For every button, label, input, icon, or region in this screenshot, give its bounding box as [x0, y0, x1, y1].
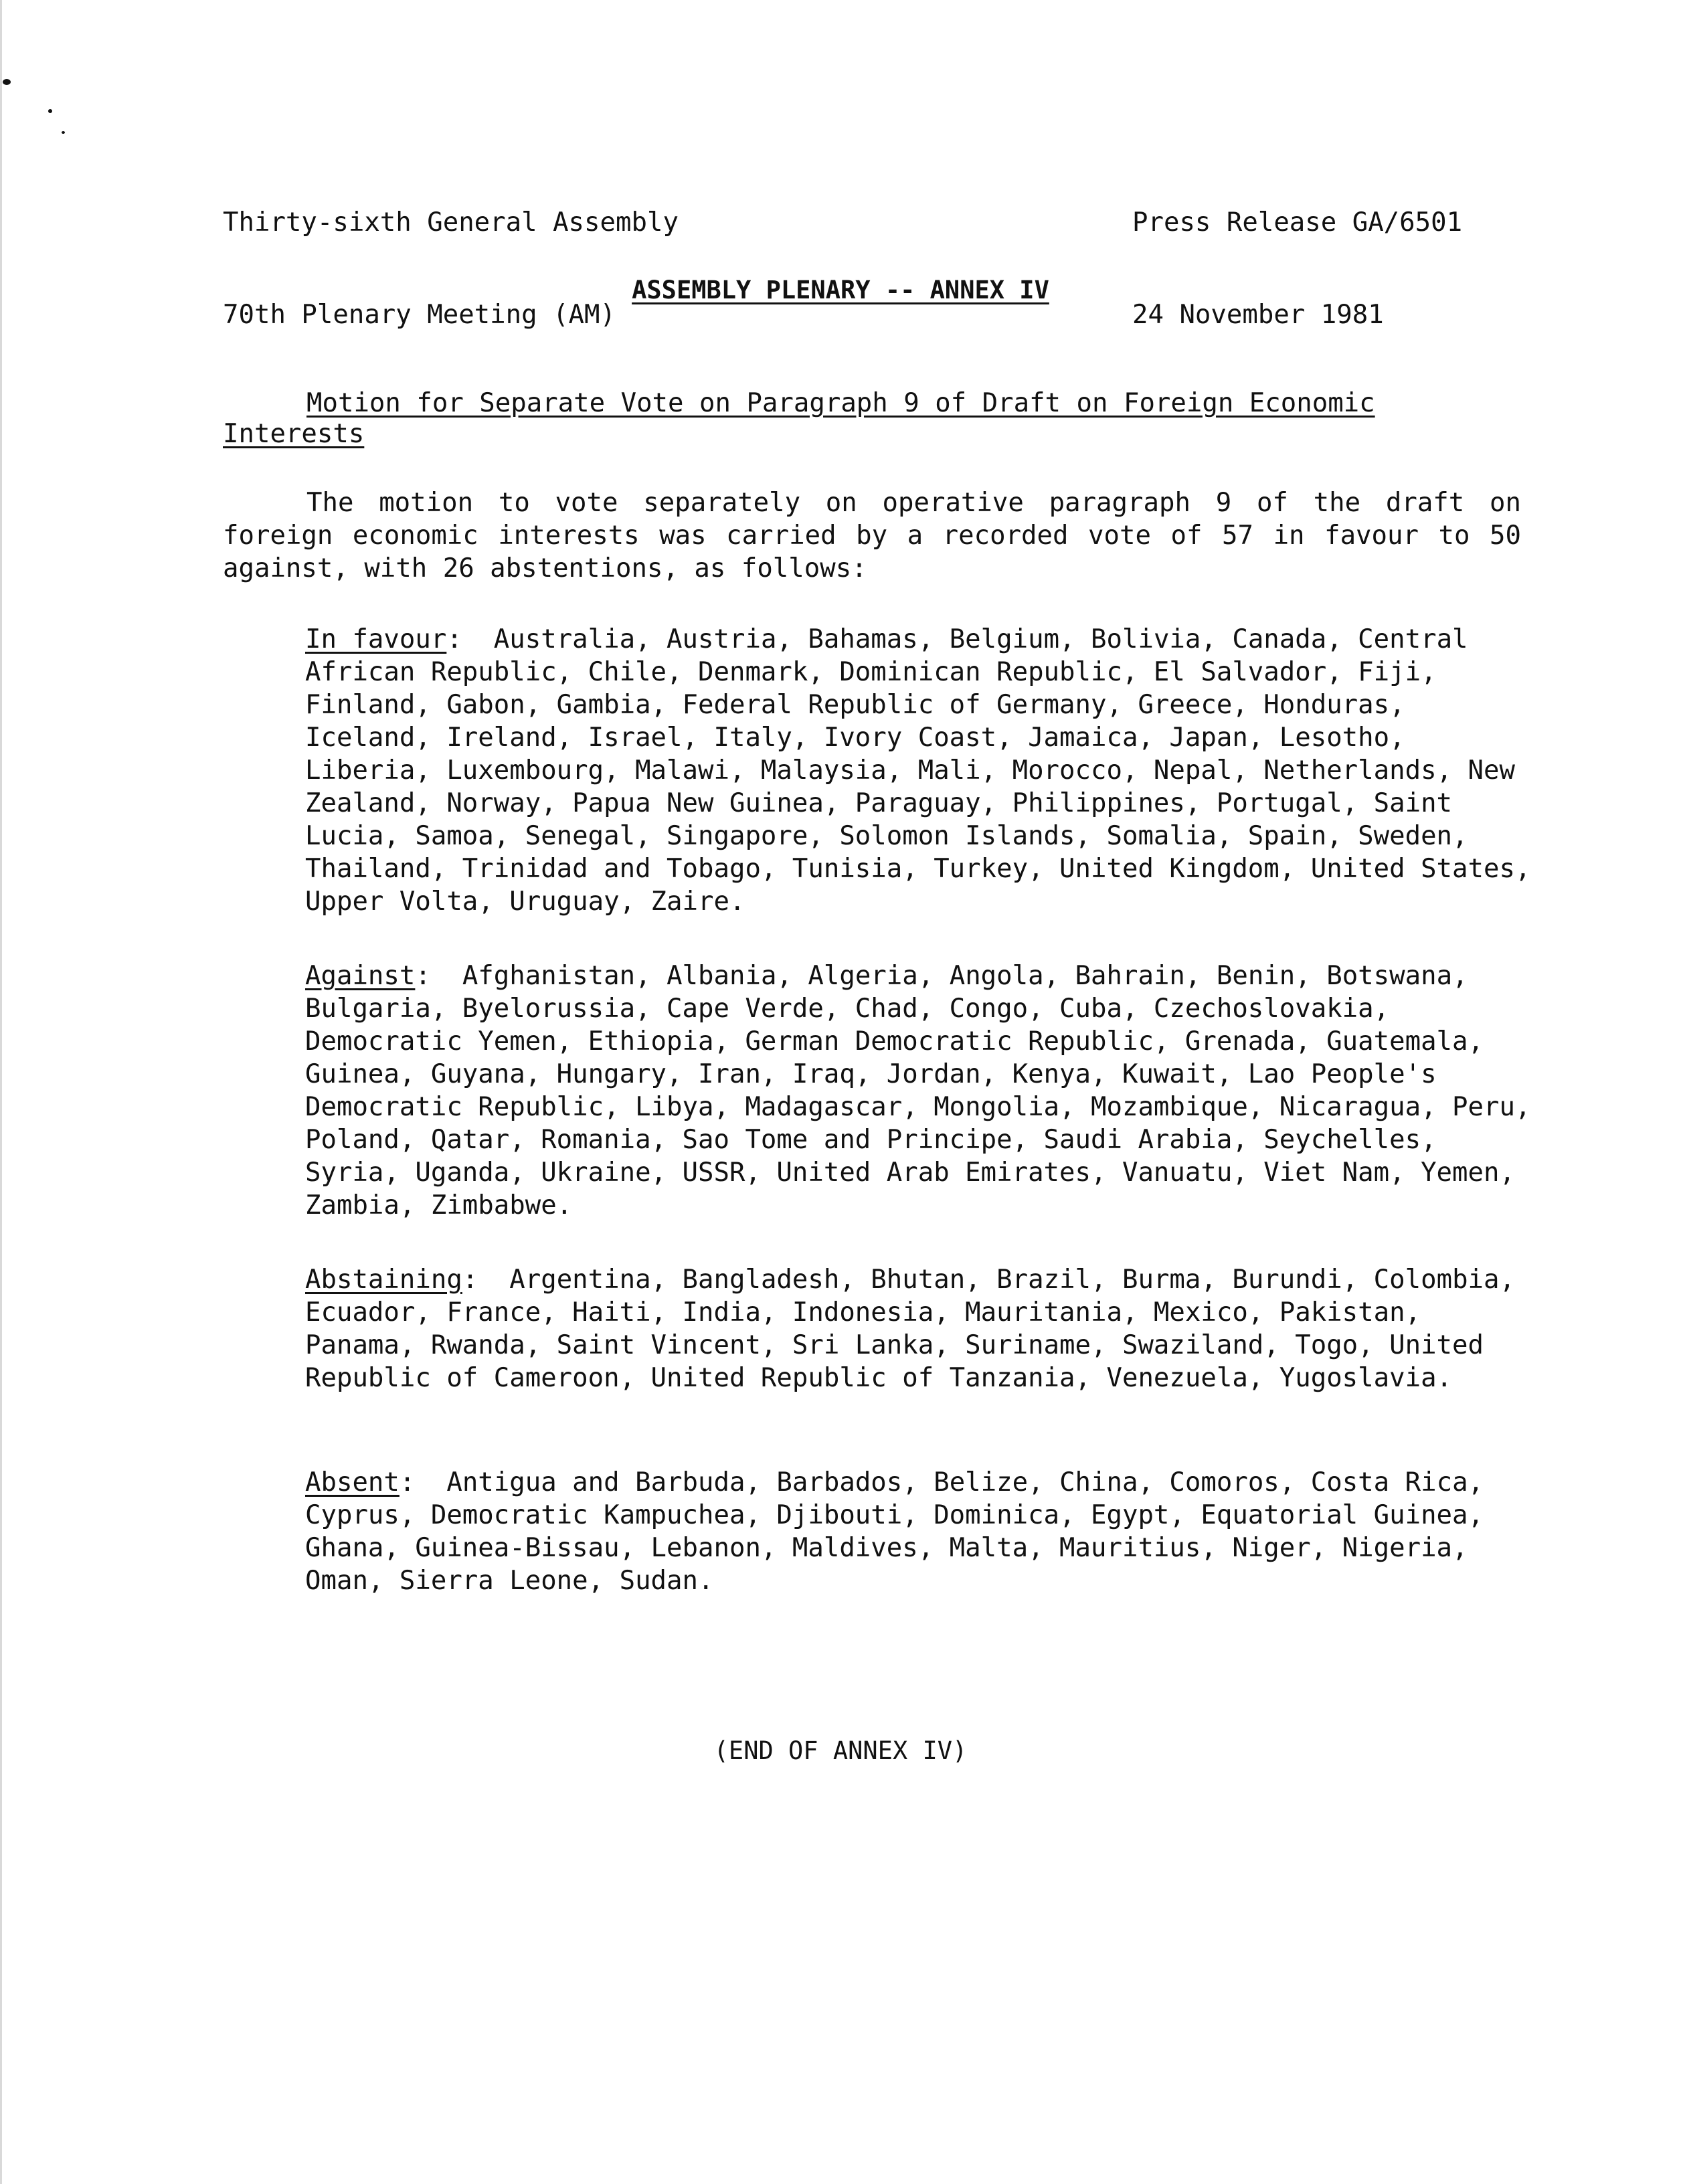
scan-speck — [3, 79, 11, 85]
vote-separator: : — [415, 961, 462, 991]
vote-countries-against: Afghanistan, Albania, Algeria, Angola, Bahrain, Benin, Botswana, Bulgaria, Byelorussia, Cape Verde, Chad, Congo, Cuba, Czechoslovakia, Democratic Yemen, Ethiopia, German Democratic Republic, Grenada, Guatemala, Guinea, Guyana, Hungary, Iran, Iraq, Jordan, Kenya, Kuwait, Lao People's Democratic Republic, Libya, Madagascar, Mongolia, Mozambique, Nicaragua, Peru, Poland, Qatar, Romania, Sao Tome and Principe, Saudi Arabia, Seychelles, Syria, Uganda, Ukraine, USSR, United Arab Emirates, Vanuatu, Viet Nam, Yemen, Zambia, Zimbabwe. — [305, 961, 1531, 1220]
vote-label-absent: Absent — [305, 1467, 400, 1497]
scan-speck — [48, 109, 52, 113]
vote-separator: : — [462, 1265, 510, 1295]
annex-title: ASSEMBLY PLENARY -- ANNEX IV — [632, 276, 1049, 304]
session-name: Thirty-sixth General Assembly — [223, 207, 679, 238]
vote-label-against: Against — [305, 961, 416, 991]
page-edge-shadow — [0, 0, 2, 2184]
vote-countries-abstaining: Argentina, Bangladesh, Bhutan, Brazil, Burma, Burundi, Colombia, Ecuador, France, Haiti, India, Indonesia, Mauritania, Mexico, Pakistan, Panama, Rwanda, Saint Vincent, Sri Lanka, Suriname, Swaziland, Togo, United Republic of Cameroon, United Republic of Tanzania, Venezuela, Yugoslavia. — [305, 1265, 1515, 1393]
vote-absent — [305, 1466, 1540, 1597]
release-info — [1132, 146, 1462, 392]
vote-separator: : — [399, 1467, 447, 1497]
release-date: 24 November 1981 — [1132, 300, 1384, 330]
vote-label-abstaining: Abstaining — [305, 1265, 462, 1295]
meeting-info — [223, 146, 679, 392]
motion-title: Motion for Separate Vote on Paragraph 9 of Draft on Foreign Economic Interests — [223, 388, 1375, 449]
vote-abstaining — [305, 1263, 1540, 1394]
vote-in-favour — [305, 623, 1540, 918]
vote-against — [305, 960, 1540, 1222]
intro-paragraph: The motion to vote separately on operative paragraph 9 of the draft on foreign economic interests was carried by a recorded vote of 57 in favour to 50 against, with 26 abstentions, as follows: — [223, 488, 1521, 583]
vote-label-in-favour: In favour — [305, 624, 447, 654]
scan-speck — [62, 131, 65, 134]
vote-countries-absent: Antigua and Barbuda, Barbados, Belize, China, Comoros, Costa Rica, Cyprus, Democratic Kampuchea, Djibouti, Dominica, Egypt, Equatorial Guinea, Ghana, Guinea-Bissau, Lebanon, Maldives, Malta, Mauritius, Niger, Nigeria, Oman, Sierra Leone, Sudan. — [305, 1467, 1484, 1596]
vote-countries-in-favour: Australia, Austria, Bahamas, Belgium, Bolivia, Canada, Central African Republic, Chile, Denmark, Dominican Republic, El Salvador, Fiji, Finland, Gabon, Gambia, Federal Republic of Germany, Greece, Honduras, Iceland, Ireland, Israel, Italy, Ivory Coast, Jamaica, Japan, Lesotho, Liberia, Luxembourg, Malawi, Malaysia, Mali, Morocco, Nepal, Netherlands, New Zealand, Norway, Papua New Guinea, Paraguay, Philippines, Portugal, Saint Lucia, Samoa, Senegal, Singapore, Solomon Islands, Somalia, Spain, Sweden, Thailand, Trinidad and Tobago, Tunisia, Turkey, United Kingdom, United States, Upper Volta, Uruguay, Zaire. — [305, 624, 1531, 917]
vote-separator: : — [446, 624, 494, 654]
meeting-name: 70th Plenary Meeting (AM) — [223, 300, 616, 330]
press-release-number: Press Release GA/6501 — [1132, 207, 1463, 238]
end-of-annex-note: (END OF ANNEX IV) — [713, 1736, 968, 1765]
